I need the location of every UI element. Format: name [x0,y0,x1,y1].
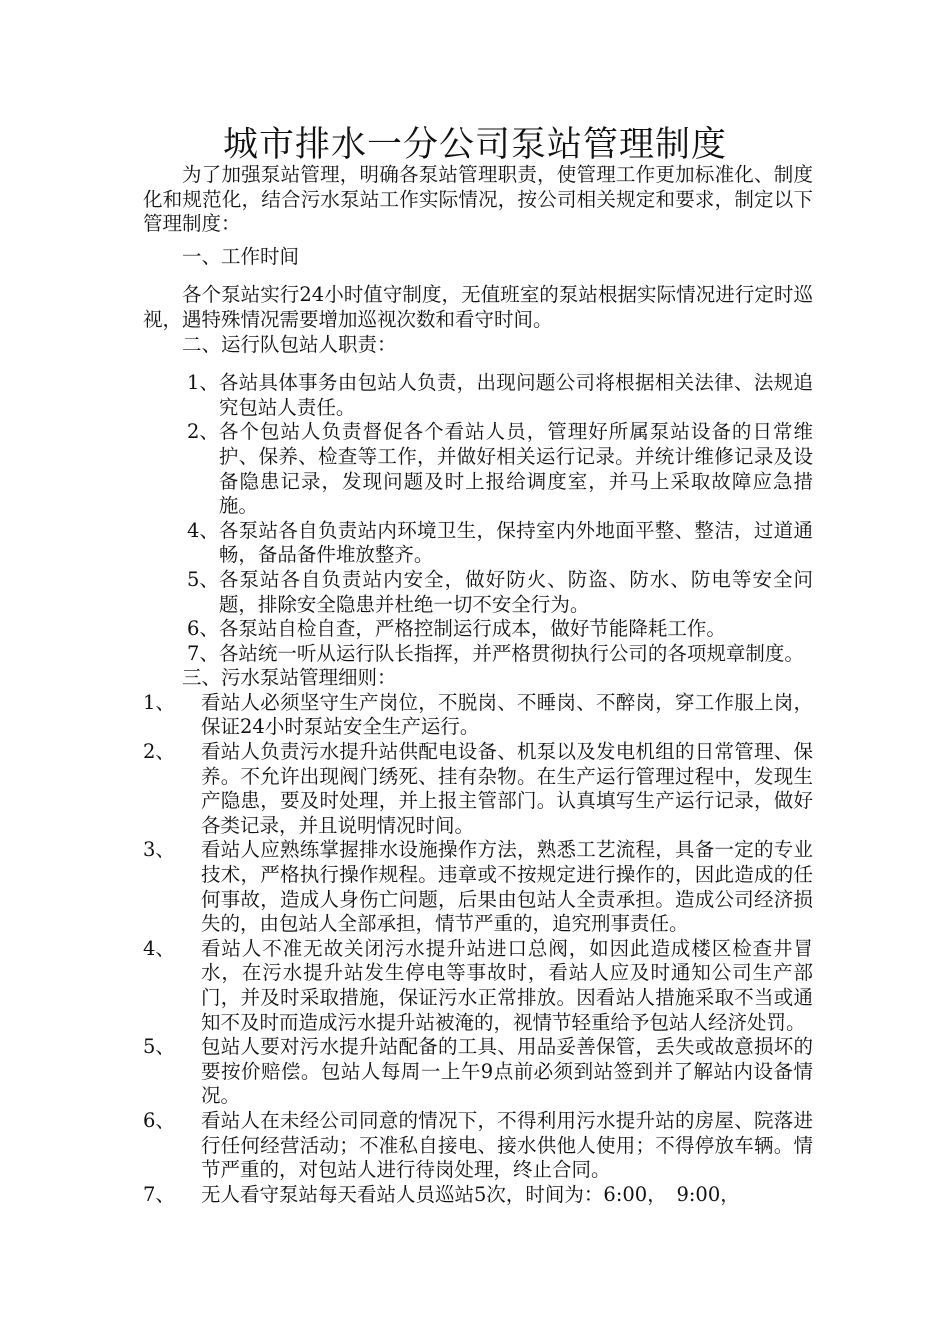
document-body [143,163,813,1207]
list-item-text: 各泵站各自负责站内环境卫生，保持室内外地面平整、整洁，过道通畅，备品备件堆放整齐。 [218,518,813,567]
section-1-paragraph: 各个泵站实行24小时值守制度，无值班室的泵站根据实际情况进行定时巡视，遇特殊情况需要增加巡视次数和看守时间。 [143,283,813,331]
list-item-number: 1、 [143,690,175,714]
list-item-text: 看站人在未经公司同意的情况下，不得利用污水提升站的房屋、院落进行任何经营活动；不准私自接电、接水供他人使用；不得停放车辆。情节严重的，对包站人进行待岗处理，终止合同。 [201,1108,813,1182]
list-item-number: 6、 [143,1108,175,1132]
list-item-text: 各站统一听从运行队长指挥，并严格贯彻执行公司的各项规章制度。 [218,641,804,665]
list-item-number: 5、 [187,567,219,591]
list-item-text: 各个包站人负责督促各个看站人员，管理好所属泵站设备的日常维护、保养、检查等工作，并做好相关运行记录。并统计维修记录及设备隐患记录，发现问题及时上报给调度室，并马上采取故障应急措施。 [218,420,813,518]
list-item-number: 2、 [143,740,175,764]
list-item [143,568,813,617]
list-item [143,1183,813,1208]
list-item-number: 4、 [187,518,219,542]
list-item-number: 3、 [143,838,175,862]
list-item [143,642,813,667]
list-item-number: 2、 [187,420,219,444]
list-item-number: 7、 [187,641,219,665]
list-item [143,617,813,642]
list-item [143,691,813,740]
list-item [143,1035,813,1109]
list-item [143,838,813,936]
list-item-number: 5、 [143,1035,175,1059]
list-item-number: 4、 [143,936,175,960]
list-item [143,371,813,420]
section-2-heading: 二、运行队包站人职责： [182,332,397,356]
list-item-text: 无人看守泵站每天看站人员巡站5次，时间为：6:00， 9:00， [201,1182,740,1206]
section-3-list [143,691,813,1207]
list-item-number: 6、 [187,617,219,641]
section-1-heading: 一、工作时间 [182,244,300,268]
list-item-text: 包站人要对污水提升站配备的工具、用品妥善保管，丢失或故意损坏的要按价赔偿。包站人每周一上午9点前必须到站签到并了解站内设备情况。 [201,1035,813,1108]
list-item-text: 看站人应熟练掌握排水设施操作方法，熟悉工艺流程，具备一定的专业技术，严格执行操作规程。违章或不按规定进行操作的，因此造成的任何事故，造成人身伤亡问题，后果由包站人全责承担。造成公司经济损失的，由包站人全部承担，情节严重的，追究刑事责任。 [201,838,813,936]
intro-paragraph: 为了加强泵站管理，明确各泵站管理职责，使管理工作更加标准化、制度化和规范化，结合污水泵站工作实际情况，按公司相关规定和要求，制定以下管理制度： [143,163,813,236]
list-item [143,740,813,838]
list-item-text: 看站人不准无故关闭污水提升站进口总阀，如因此造成楼区检查井冒水，在污水提升站发生停电等事故时，看站人应及时通知公司生产部门，并及时采取措施，保证污水正常排放。因看站人措施采取不当或通知不及时而造成污水提升站被淹的，视情节轻重给予包站人经济处罚。 [201,936,813,1034]
list-item [143,1109,813,1183]
list-item-text: 各泵站各自负责站内安全，做好防火、防盗、防水、防电等安全问题，排除安全隐患并杜绝一切不安全行为。 [218,567,813,616]
document-title: 城市排水一分公司泵站管理制度 [222,125,727,166]
list-item-number: 1、 [187,371,219,395]
list-item-number: 7、 [143,1182,175,1206]
list-item-text: 看站人负责污水提升站供配电设备、机泵以及发电机组的日常管理、保养。不允许出现阀门绣死、挂有杂物。在生产运行管理过程中，发现生产隐患，要及时处理，并上报主管部门。认真填写生产运行记录，做好各类记录，并且说明情况时间。 [201,740,813,837]
list-item [143,937,813,1035]
list-item [143,519,813,568]
list-item-text: 各站具体事务由包站人负责，出现问题公司将根据相关法律、法规追究包站人责任。 [218,371,813,419]
list-item-text: 各泵站自检自查，严格控制运行成本，做好节能降耗工作。 [218,617,726,641]
section-2-list [143,371,813,666]
section-3-heading: 三、污水泵站管理细则： [182,666,397,690]
list-item-text: 看站人必须坚守生产岗位，不脱岗、不睡岗、不醉岗，穿工作服上岗，保证24小时泵站安全生产运行。 [201,690,813,739]
list-item [143,420,813,518]
